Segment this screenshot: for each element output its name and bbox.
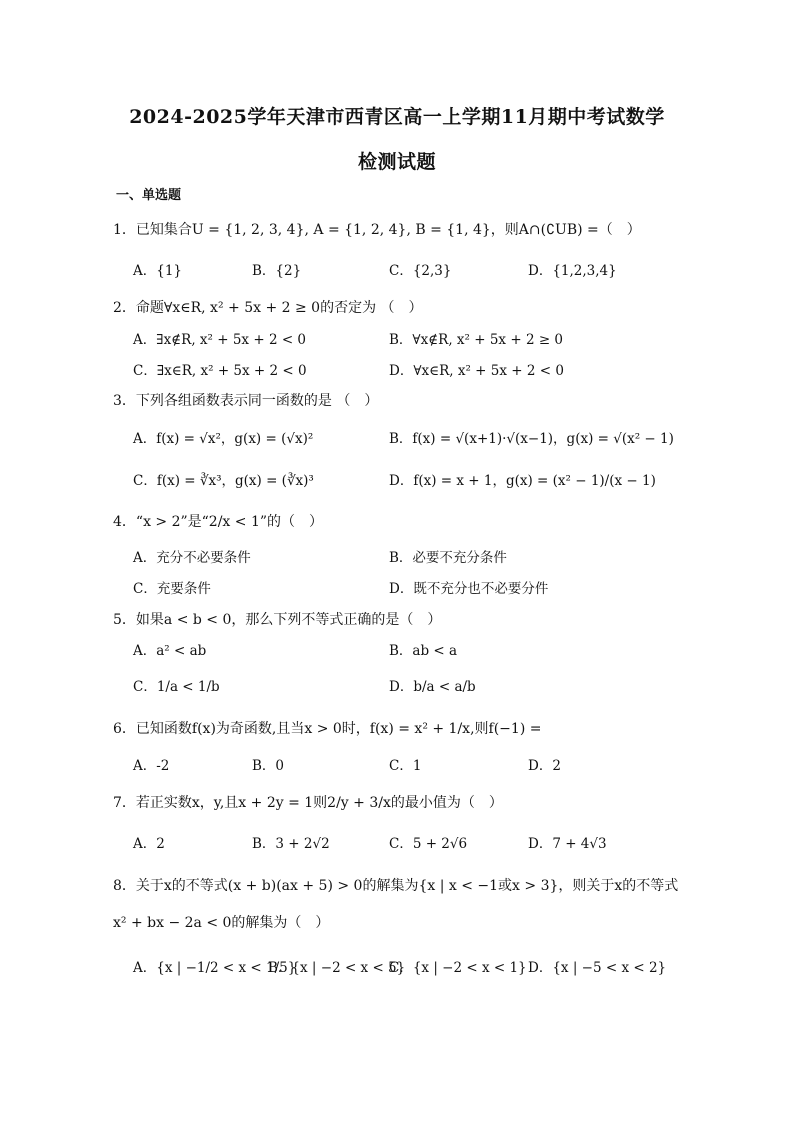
question-3-option-b: B．f(x) = √(x+1)·√(x−1)，g(x) = √(x² − 1) xyxy=(389,431,674,447)
question-5-option-c: C．1/a < 1/b xyxy=(133,679,220,695)
question-8-option-b: B．{x | −2 < x < 5} xyxy=(268,960,406,976)
question-1-option-a: A．{1} xyxy=(133,263,183,279)
question-6-stem: 6．已知函数f(x)为奇函数,且当x > 0时，f(x) = x² + 1/x,则f(−1) = xyxy=(113,721,542,737)
question-2-option-b: B．∀x∉R, x² + 5x + 2 ≥ 0 xyxy=(389,332,564,348)
document-title-line1: 2024-2025学年天津市西青区高一上学期11月期中考试数学 xyxy=(129,106,665,128)
question-2-option-c: C．∃x∈R, x² + 5x + 2 < 0 xyxy=(133,363,307,379)
question-1-option-c: C．{2,3} xyxy=(389,263,452,279)
question-8-option-a: A．{x | −1/2 < x < 1/5} xyxy=(133,960,297,976)
question-4-option-d: D．既不充分也不必要分件 xyxy=(389,581,549,597)
question-7-option-b: B．3 + 2√2 xyxy=(252,836,330,852)
question-8-stem-line2: x² + bx − 2a < 0的解集为（ ） xyxy=(113,915,330,931)
question-6-option-b: B．0 xyxy=(252,758,285,774)
question-3-option-d: D．f(x) = x + 1，g(x) = (x² − 1)/(x − 1) xyxy=(389,473,656,489)
question-4-option-c: C．充要条件 xyxy=(133,581,211,597)
section-title: 一、单选题 xyxy=(116,188,182,203)
question-4-option-a: A．充分不必要条件 xyxy=(133,550,251,566)
question-7-option-d: D．7 + 4√3 xyxy=(528,836,607,852)
question-2-stem: 2．命题∀x∈R, x² + 5x + 2 ≥ 0的否定为 （ ） xyxy=(113,300,423,316)
question-5-option-d: D．b/a < a/b xyxy=(389,679,476,695)
question-8-option-d: D．{x | −5 < x < 2} xyxy=(528,960,667,976)
question-6-option-a: A．-2 xyxy=(133,758,170,774)
question-8-stem: 8．关于x的不等式(x + b)(ax + 5) > 0的解集为{x | x < −1或x > 3}，则关于x的不等式 xyxy=(113,878,679,894)
question-7-option-a: A．2 xyxy=(133,836,165,852)
question-1-option-b: B．{2} xyxy=(252,263,302,279)
question-6-option-d: D．2 xyxy=(528,758,561,774)
question-3-option-a: A．f(x) = √x²，g(x) = (√x)² xyxy=(133,431,314,447)
question-3-stem: 3．下列各组函数表示同一函数的是 （ ） xyxy=(113,393,379,409)
question-1-stem: 1．已知集合U = {1, 2, 3, 4}, A = {1, 2, 4}, B = {1, 4}，则A∩(∁UB) =（ ） xyxy=(113,222,641,238)
question-7-option-c: C．5 + 2√6 xyxy=(389,836,468,852)
question-4-option-b: B．必要不充分条件 xyxy=(389,550,507,566)
question-1-option-d: D．{1,2,3,4} xyxy=(528,263,617,279)
question-2-option-d: D．∀x∈R, x² + 5x + 2 < 0 xyxy=(389,363,564,379)
question-4-stem: 4．“x > 2”是“2/x < 1”的（ ） xyxy=(113,514,324,530)
question-5-option-b: B．ab < a xyxy=(389,643,458,659)
question-3-option-c: C．f(x) = ∛x³，g(x) = (∛x)³ xyxy=(133,473,314,489)
question-5-stem: 5．如果a < b < 0，那么下列不等式正确的是（ ） xyxy=(113,612,442,628)
question-6-option-c: C．1 xyxy=(389,758,422,774)
document-title-line2: 检测试题 xyxy=(357,151,436,173)
question-8-option-c: C．{x | −2 < x < 1} xyxy=(389,960,527,976)
question-7-stem: 7．若正实数x，y,且x + 2y = 1则2/y + 3/x的最小值为（ ） xyxy=(113,795,503,811)
question-5-option-a: A．a² < ab xyxy=(133,643,207,659)
question-2-option-a: A．∃x∉R, x² + 5x + 2 < 0 xyxy=(133,332,307,348)
